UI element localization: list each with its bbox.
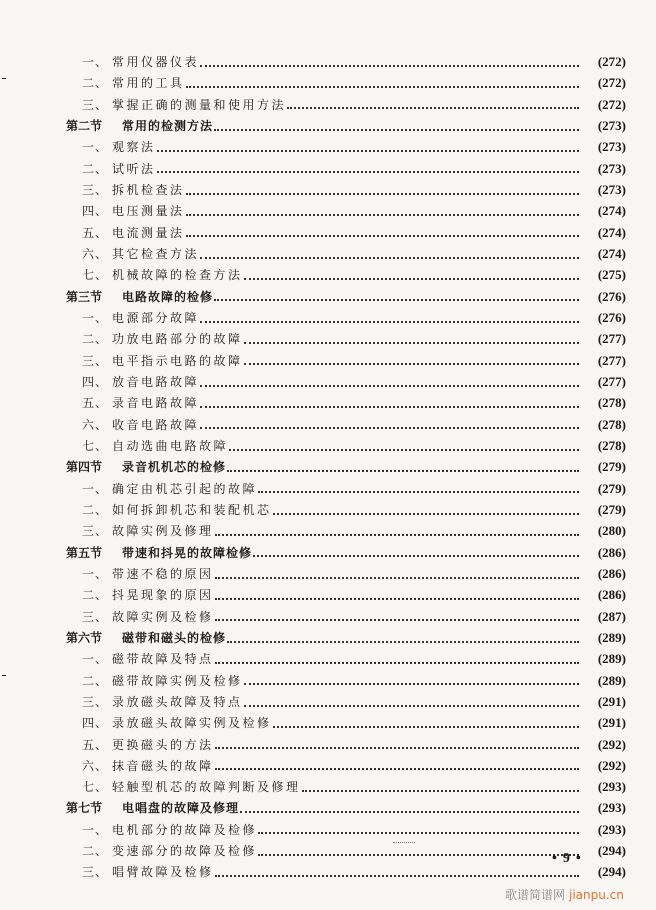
- entry-number: 三、: [81, 524, 108, 539]
- toc-entry: [66, 307, 626, 328]
- entry-title: 电流测量法: [112, 225, 185, 240]
- page-number: •9•: [552, 851, 587, 866]
- entry-page-number: (279): [597, 459, 626, 475]
- dot-leader: [200, 427, 579, 429]
- watermark-site-name: 歌谱简谱网: [505, 888, 566, 902]
- entry-number: 七、: [81, 268, 108, 283]
- entry-page-number: (294): [597, 864, 626, 880]
- dot-leader: [244, 683, 579, 685]
- entry-title: 带速不稳的原因: [112, 566, 214, 581]
- entry-number: 二、: [81, 673, 108, 688]
- entry-number: 三、: [81, 97, 108, 112]
- dot-leader: [215, 577, 579, 579]
- entry-page-number: (272): [597, 75, 626, 91]
- entry-number: 四、: [81, 374, 108, 389]
- entry-title: 机械故障的检查方法: [112, 268, 243, 283]
- toc-entry: [66, 755, 626, 776]
- entry-title: 电源部分故障: [112, 310, 200, 325]
- entry-page-number: (273): [597, 181, 626, 197]
- section-number: 第四节: [66, 460, 103, 475]
- section-number: 第六节: [66, 630, 103, 645]
- dot-leader: [244, 342, 579, 344]
- section-title: 磁带和磁头的检修: [122, 630, 227, 645]
- dot-leader: [215, 598, 579, 600]
- entry-number: 六、: [81, 758, 108, 773]
- table-of-contents: [66, 51, 626, 883]
- entry-page-number: (278): [597, 416, 626, 432]
- entry-title: 观察法: [112, 140, 156, 155]
- toc-entry: [66, 371, 626, 392]
- section-number: 第二节: [66, 118, 103, 133]
- toc-entry: [66, 584, 626, 605]
- toc-entry: [66, 179, 626, 200]
- dot-leader: [227, 470, 579, 472]
- toc-section-entry: [66, 542, 626, 563]
- section-title: 带速和抖晃的故障检修: [122, 545, 253, 560]
- entry-number: 一、: [81, 481, 108, 496]
- entry-number: 一、: [81, 140, 108, 155]
- toc-entry: [66, 51, 626, 72]
- dot-leader: [186, 214, 579, 216]
- dot-leader: [215, 747, 579, 749]
- entry-page-number: (287): [597, 608, 626, 624]
- entry-page-number: (273): [597, 139, 626, 155]
- section-number: 第三节: [66, 289, 103, 304]
- entry-page-number: (274): [597, 203, 626, 219]
- toc-entry: [66, 861, 626, 882]
- toc-section-entry: [66, 627, 626, 648]
- entry-page-number: (291): [597, 715, 626, 731]
- entry-title: 故障实例及检修: [112, 609, 214, 624]
- entry-number: 一、: [81, 566, 108, 581]
- entry-number: 七、: [81, 438, 108, 453]
- entry-number: 四、: [81, 716, 108, 731]
- margin-mark: [2, 78, 6, 79]
- entry-page-number: (293): [597, 821, 626, 837]
- toc-entry: [66, 136, 626, 157]
- toc-entry: [66, 520, 626, 541]
- toc-entry: [66, 328, 626, 349]
- dot-leader: [200, 385, 579, 387]
- entry-number: 五、: [81, 225, 108, 240]
- dot-leader: [258, 491, 579, 493]
- entry-page-number: (273): [597, 160, 626, 176]
- entry-page-number: (277): [597, 352, 626, 368]
- toc-section-entry: [66, 115, 626, 136]
- section-number: 第五节: [66, 545, 103, 560]
- entry-page-number: (291): [597, 693, 626, 709]
- entry-page-number: (286): [597, 544, 626, 560]
- dot-leader: [244, 705, 579, 707]
- toc-entry: [66, 712, 626, 733]
- dot-leader: [215, 619, 579, 621]
- print-smudge: [393, 842, 415, 844]
- entry-title: 故障实例及修理: [112, 524, 214, 539]
- entry-number: 二、: [81, 332, 108, 347]
- entry-number: 五、: [81, 396, 108, 411]
- entry-title: 常用仪器仪表: [112, 55, 200, 69]
- section-title: 常用的检测方法: [122, 118, 214, 133]
- toc-entry: [66, 392, 626, 413]
- entry-page-number: (293): [597, 800, 626, 816]
- toc-entry: [66, 72, 626, 93]
- entry-title: 录音电路故障: [112, 396, 200, 411]
- entry-title: 确定由机芯引起的故障: [112, 481, 258, 496]
- toc-entry: [66, 499, 626, 520]
- toc-entry: [66, 734, 626, 755]
- dot-leader: [214, 129, 579, 131]
- entry-title: 其它检查方法: [112, 246, 200, 261]
- dot-leader: [215, 768, 579, 770]
- entry-number: 一、: [81, 310, 108, 325]
- entry-page-number: (280): [597, 523, 626, 539]
- toc-entry: [66, 563, 626, 584]
- dot-leader: [214, 299, 579, 301]
- toc-entry: [66, 776, 626, 797]
- entry-number: 二、: [81, 161, 108, 176]
- entry-number: 一、: [81, 55, 108, 69]
- dot-leader: [215, 662, 579, 664]
- toc-entry: [66, 691, 626, 712]
- dot-leader: [157, 171, 579, 173]
- section-title: 电路故障的检修: [122, 289, 214, 304]
- entry-title: 放音电路故障: [112, 374, 200, 389]
- entry-title: 电压测量法: [112, 204, 185, 219]
- watermark: [505, 886, 624, 903]
- toc-entry: [66, 478, 626, 499]
- dot-leader: [186, 193, 579, 195]
- dot-leader: [273, 726, 579, 728]
- entry-number: 六、: [81, 417, 108, 432]
- dot-leader: [200, 65, 579, 67]
- dot-leader: [200, 257, 579, 259]
- dot-leader: [229, 449, 579, 451]
- entry-number: 二、: [81, 76, 108, 91]
- entry-title: 轻触型机芯的故障判断及修理: [112, 780, 301, 795]
- dot-leader: [244, 278, 579, 280]
- dot-leader: [215, 875, 579, 877]
- toc-entry: [66, 158, 626, 179]
- entry-title: 变速部分的故障及检修: [112, 844, 258, 859]
- entry-page-number: (279): [597, 501, 626, 517]
- dot-leader: [215, 534, 579, 536]
- entry-page-number: (273): [597, 117, 626, 133]
- entry-title: 功放电路部分的故障: [112, 332, 243, 347]
- entry-number: 二、: [81, 844, 108, 859]
- entry-page-number: (276): [597, 309, 626, 325]
- entry-number: 二、: [81, 502, 108, 517]
- toc-entry: [66, 435, 626, 456]
- toc-entry: [66, 264, 626, 285]
- toc-entry: [66, 222, 626, 243]
- entry-title: 录放磁头故障实例及检修: [112, 716, 272, 731]
- dot-leader: [287, 107, 579, 109]
- section-title: 录音机机芯的检修: [122, 460, 227, 475]
- entry-number: 七、: [81, 780, 108, 795]
- entry-page-number: (274): [597, 245, 626, 261]
- entry-title: 抖晃现象的原因: [112, 588, 214, 603]
- entry-page-number: (276): [597, 288, 626, 304]
- entry-number: 一、: [81, 652, 108, 667]
- entry-number: 三、: [81, 694, 108, 709]
- dot-leader: [302, 790, 579, 792]
- toc-entry: [66, 243, 626, 264]
- dot-leader: [240, 811, 579, 813]
- watermark-domain: jianpu.cn: [569, 888, 624, 902]
- entry-title: 掌握正确的测量和使用方法: [112, 97, 287, 112]
- section-number: 第七节: [66, 801, 103, 816]
- dot-leader: [186, 235, 579, 237]
- entry-title: 电平指示电路的故障: [112, 353, 243, 368]
- entry-page-number: (272): [597, 96, 626, 112]
- dot-leader: [157, 150, 579, 152]
- toc-entry: [66, 840, 626, 861]
- entry-page-number: (286): [597, 565, 626, 581]
- dot-leader: [227, 641, 579, 643]
- entry-title: 拆机检查法: [112, 182, 185, 197]
- entry-page-number: (292): [597, 757, 626, 773]
- dot-leader: [253, 555, 579, 557]
- entry-title: 常用的工具: [112, 76, 185, 91]
- entry-number: 三、: [81, 609, 108, 624]
- dot-leader: [258, 854, 579, 856]
- entry-number: 三、: [81, 353, 108, 368]
- entry-number: 五、: [81, 737, 108, 752]
- toc-section-entry: [66, 286, 626, 307]
- toc-entry: [66, 414, 626, 435]
- dot-leader: [273, 513, 579, 515]
- entry-title: 磁带故障及特点: [112, 652, 214, 667]
- entry-page-number: (294): [597, 843, 626, 859]
- entry-page-number: (292): [597, 736, 626, 752]
- entry-number: 二、: [81, 588, 108, 603]
- entry-page-number: (277): [597, 373, 626, 389]
- entry-number: 三、: [81, 182, 108, 197]
- entry-number: 一、: [81, 822, 108, 837]
- toc-entry: [66, 670, 626, 691]
- entry-title: 磁带故障实例及检修: [112, 673, 243, 688]
- toc-section-entry: [66, 797, 626, 818]
- entry-title: 唱臂故障及检修: [112, 865, 214, 880]
- entry-title: 抹音磁头的故障: [112, 758, 214, 773]
- entry-page-number: (278): [597, 395, 626, 411]
- entry-page-number: (289): [597, 629, 626, 645]
- toc-entry: [66, 819, 626, 840]
- dot-leader: [200, 321, 579, 323]
- entry-page-number: (293): [597, 779, 626, 795]
- entry-title: 录放磁头故障及特点: [112, 694, 243, 709]
- entry-title: 如何拆卸机芯和装配机芯: [112, 502, 272, 517]
- entry-title: 收音电路故障: [112, 417, 200, 432]
- entry-page-number: (278): [597, 437, 626, 453]
- entry-page-number: (275): [597, 267, 626, 283]
- margin-mark: [2, 675, 6, 676]
- entry-number: 四、: [81, 204, 108, 219]
- entry-title: 自动选曲电路故障: [112, 438, 229, 453]
- toc-entry: [66, 648, 626, 669]
- dot-leader: [200, 406, 579, 408]
- entry-page-number: (289): [597, 651, 626, 667]
- section-title: 电唱盘的故障及修理: [122, 801, 240, 816]
- entry-page-number: (277): [597, 331, 626, 347]
- entry-page-number: (286): [597, 587, 626, 603]
- toc-entry: [66, 200, 626, 221]
- entry-page-number: (272): [597, 54, 626, 69]
- dot-leader: [258, 832, 579, 834]
- toc-entry: [66, 606, 626, 627]
- entry-page-number: (289): [597, 672, 626, 688]
- entry-title: 更换磁头的方法: [112, 737, 214, 752]
- entry-page-number: (279): [597, 480, 626, 496]
- entry-number: 三、: [81, 865, 108, 880]
- toc-entry: [66, 94, 626, 115]
- entry-title: 电机部分的故障及检修: [112, 822, 258, 837]
- entry-title: 试听法: [112, 161, 156, 176]
- entry-page-number: (274): [597, 224, 626, 240]
- entry-number: 六、: [81, 246, 108, 261]
- toc-entry: [66, 350, 626, 371]
- dot-leader: [186, 86, 579, 88]
- dot-leader: [244, 363, 579, 365]
- toc-section-entry: [66, 456, 626, 477]
